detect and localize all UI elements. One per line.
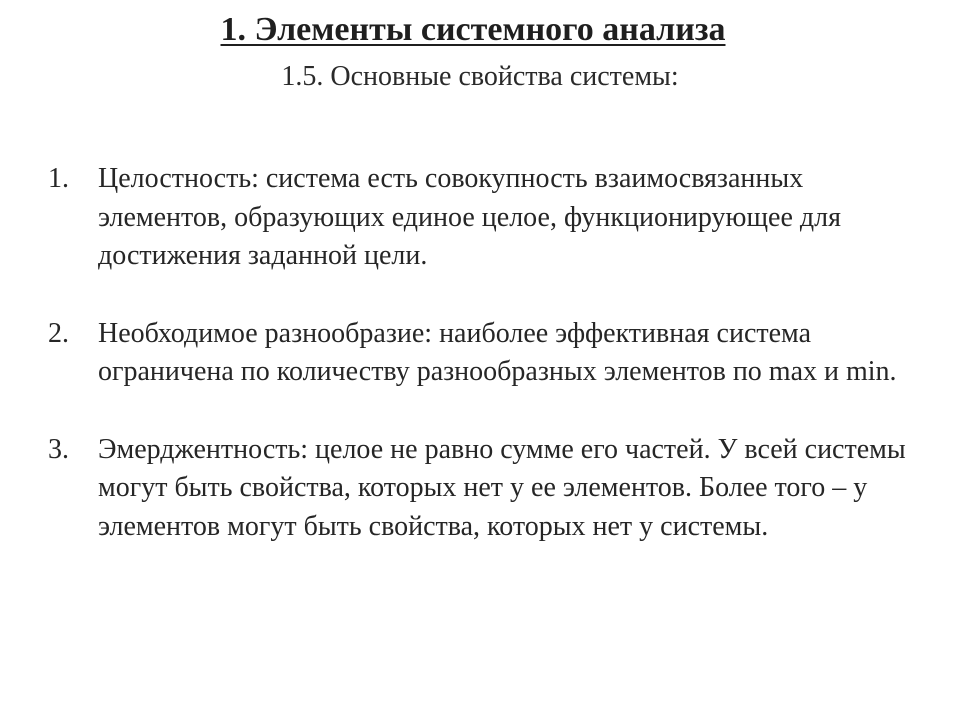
properties-list — [0, 160, 960, 585]
list-item-number: 1. — [48, 163, 69, 194]
list-item-integrity — [0, 160, 960, 276]
list-item-text: Эмерджентность: целое не равно сумме его частей. У всей системы могут быть свойства, которых нет у ее элементов. Более того – у элементов могут быть свойства, которых нет у системы. — [98, 433, 906, 542]
list-item-text: Необходимое разнообразие: наиболее эффективная система ограничена по количеству разнообразных элементов по max и min. — [98, 317, 897, 387]
slide-subtitle: 1.5. Основные свойства системы: — [281, 61, 679, 92]
list-item-number: 3. — [48, 433, 69, 465]
slide-title: 1. Элементы системного анализа — [220, 11, 726, 48]
list-item-emergence — [0, 431, 960, 547]
list-item-number: 2. — [48, 317, 69, 349]
list-item-requisite-variety — [0, 315, 960, 392]
list-item-text: Целостность: система есть совокупность взаимосвязанных элементов, образующих единое целое, функционирующее для достижения заданной цели. — [98, 163, 841, 271]
